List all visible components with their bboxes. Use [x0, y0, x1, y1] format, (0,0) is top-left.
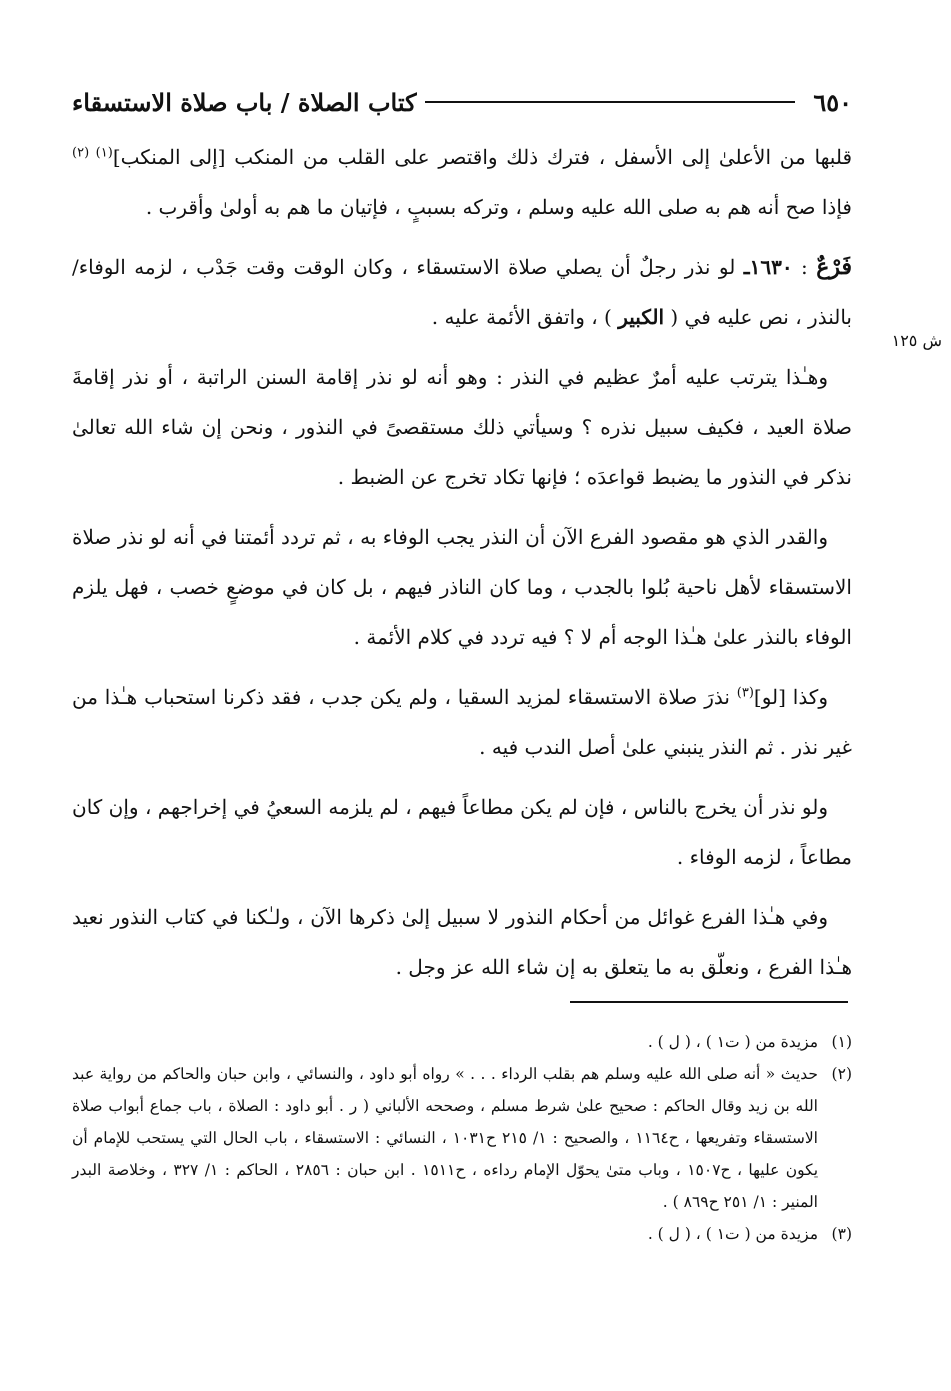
paragraph-6: ولو نذر أن يخرج بالناس ، فإن لم يكن مطاعاً فيهم ، لم يلزمه السعيُ في إخراجهم ، وإن كان مطاعاً ، لزمه الوفاء . — [72, 795, 852, 869]
paragraph-5 — [72, 672, 852, 772]
paragraph-1 — [72, 132, 852, 232]
footnote-refs-1-2: (١) (٢) — [72, 145, 113, 161]
footnote-text: حديث « أنه صلى الله عليه وسلم هم بقلب الرداء . . . » رواه أبو داود ، والنسائي ، وابن حبان والحاكم من رواية عبد الله بن زيد وقال الحاكم : صحيح علىٰ شرط مسلم ، وصححه الألباني ( ر . أبو داود : الصلاة ، باب جماع أبواب صلاة الاستسقاء وتفريعها ، ح١١٦٤ ، والصحيح : ١/ ٢١٥ ح١٠٣١ ، النسائي : الاستسقاء ، باب الحال التي يستحب للإمام أن يكون عليها ، ح١٥٠٧ ، وباب متىٰ يحوّل الإمام رداءه ، ح١٥١١ . ابن حبان : ٢٨٥٦ ، الحاكم : ١/ ٣٢٧ ، وخلاصة البدر المنير : ١/ ٢٥١ ح٨٦٩ ) . — [72, 1065, 819, 1211]
paragraph-1-continuation: فإذا صح أنه هم به صلى الله عليه وسلم ، وتركه بسببٍ ، فإتيان ما هم به أولىٰ وأقرب . — [145, 195, 852, 219]
page-header — [72, 82, 852, 122]
footnote-3 — [72, 1218, 852, 1250]
footnotes — [72, 1026, 852, 1250]
paragraph-5-after: نذرَ صلاة الاستسقاء لمزيد السقيا ، ولم يكن جدب ، فقد ذكرنا استحباب هـٰذا من غير نذر . ثم النذر ينبني علىٰ أصل الندب فيه . — [72, 685, 852, 759]
margin-note: ش ١٢٥ — [891, 331, 942, 350]
running-title: كتاب الصلاة / باب صلاة الاستسقاء — [72, 87, 417, 117]
far-text-2: ) ، واتفق الأئمة عليه . — [431, 305, 619, 329]
footnote-text: مزيدة من ( ت١ ) ، ( ل ) . — [647, 1033, 818, 1051]
issue-number: ١٦٣٠ـ — [743, 255, 793, 279]
footnote-number: (٣) — [831, 1225, 852, 1243]
paragraph-5-before: وكذا [لو] — [753, 685, 828, 709]
main-text — [72, 132, 852, 1002]
paragraph-1-text: قلبها من الأعلىٰ إلى الأسفل ، فترك ذلك واقتصر على القلب من المنكب [إلى المنكب] — [112, 145, 852, 169]
footnote-number: (١) — [831, 1033, 852, 1051]
far-paragraph — [72, 242, 852, 342]
footnote-2 — [72, 1058, 852, 1218]
header-rule — [425, 101, 796, 103]
far-marker: فَرْعٌ — [816, 254, 852, 280]
footnote-ref-3: (٣) — [736, 685, 754, 701]
page-number: ٦٥٠ — [813, 87, 852, 117]
footnote-separator — [570, 1001, 848, 1003]
footnote-1 — [72, 1026, 852, 1058]
kabir-reference: الكبير — [618, 305, 665, 329]
footnote-text: مزيدة من ( ت١ ) ، ( ل ) . — [647, 1225, 818, 1243]
paragraph-7: وفي هـٰذا الفرع غوائل من أحكام النذور لا سبيل إلىٰ ذكرها الآن ، ولـٰكنا في كتاب النذور نعيد هـٰذا الفرع ، ونعلّق به ما يتعلق به إن شاء الله عز وجل . — [72, 905, 852, 979]
far-text-1: لو نذر رجلٌ أن يصلي صلاة الاستسقاء ، وكان الوقت وقت جَدْب ، لزمه الوفاء/ بالنذر ، نص عليه في ( — [72, 255, 852, 329]
paragraph-3: وهـٰذا يترتب عليه أمرٌ عظيم في النذر : وهو أنه لو نذر إقامة السنن الراتبة ، أو نذر إقامةَ صلاة العيد ، فكيف سبيل نذره ؟ وسيأتي ذلك مستقصىً في النذور ، ونحن إن شاء الله تعالىٰ نذكر في النذور ما يضبط قواعدَه ؛ فإنها تكاد تخرج عن الضبط . — [72, 365, 852, 489]
paragraph-4: والقدر الذي هو مقصود الفرع الآن أن النذر يجب الوفاء به ، ثم تردد أئمتنا في أنه لو نذر صلاة الاستسقاء لأهل ناحية بُلوا بالجدب ، وما كان الناذر فيهم ، بل كان في موضعٍ خصب ، فهل يلزم الوفاء بالنذر علىٰ هـٰذا الوجه أم لا ؟ فيه تردد في كلام الأئمة . — [72, 525, 852, 649]
footnote-number: (٢) — [831, 1065, 852, 1083]
far-colon: : — [792, 255, 817, 279]
